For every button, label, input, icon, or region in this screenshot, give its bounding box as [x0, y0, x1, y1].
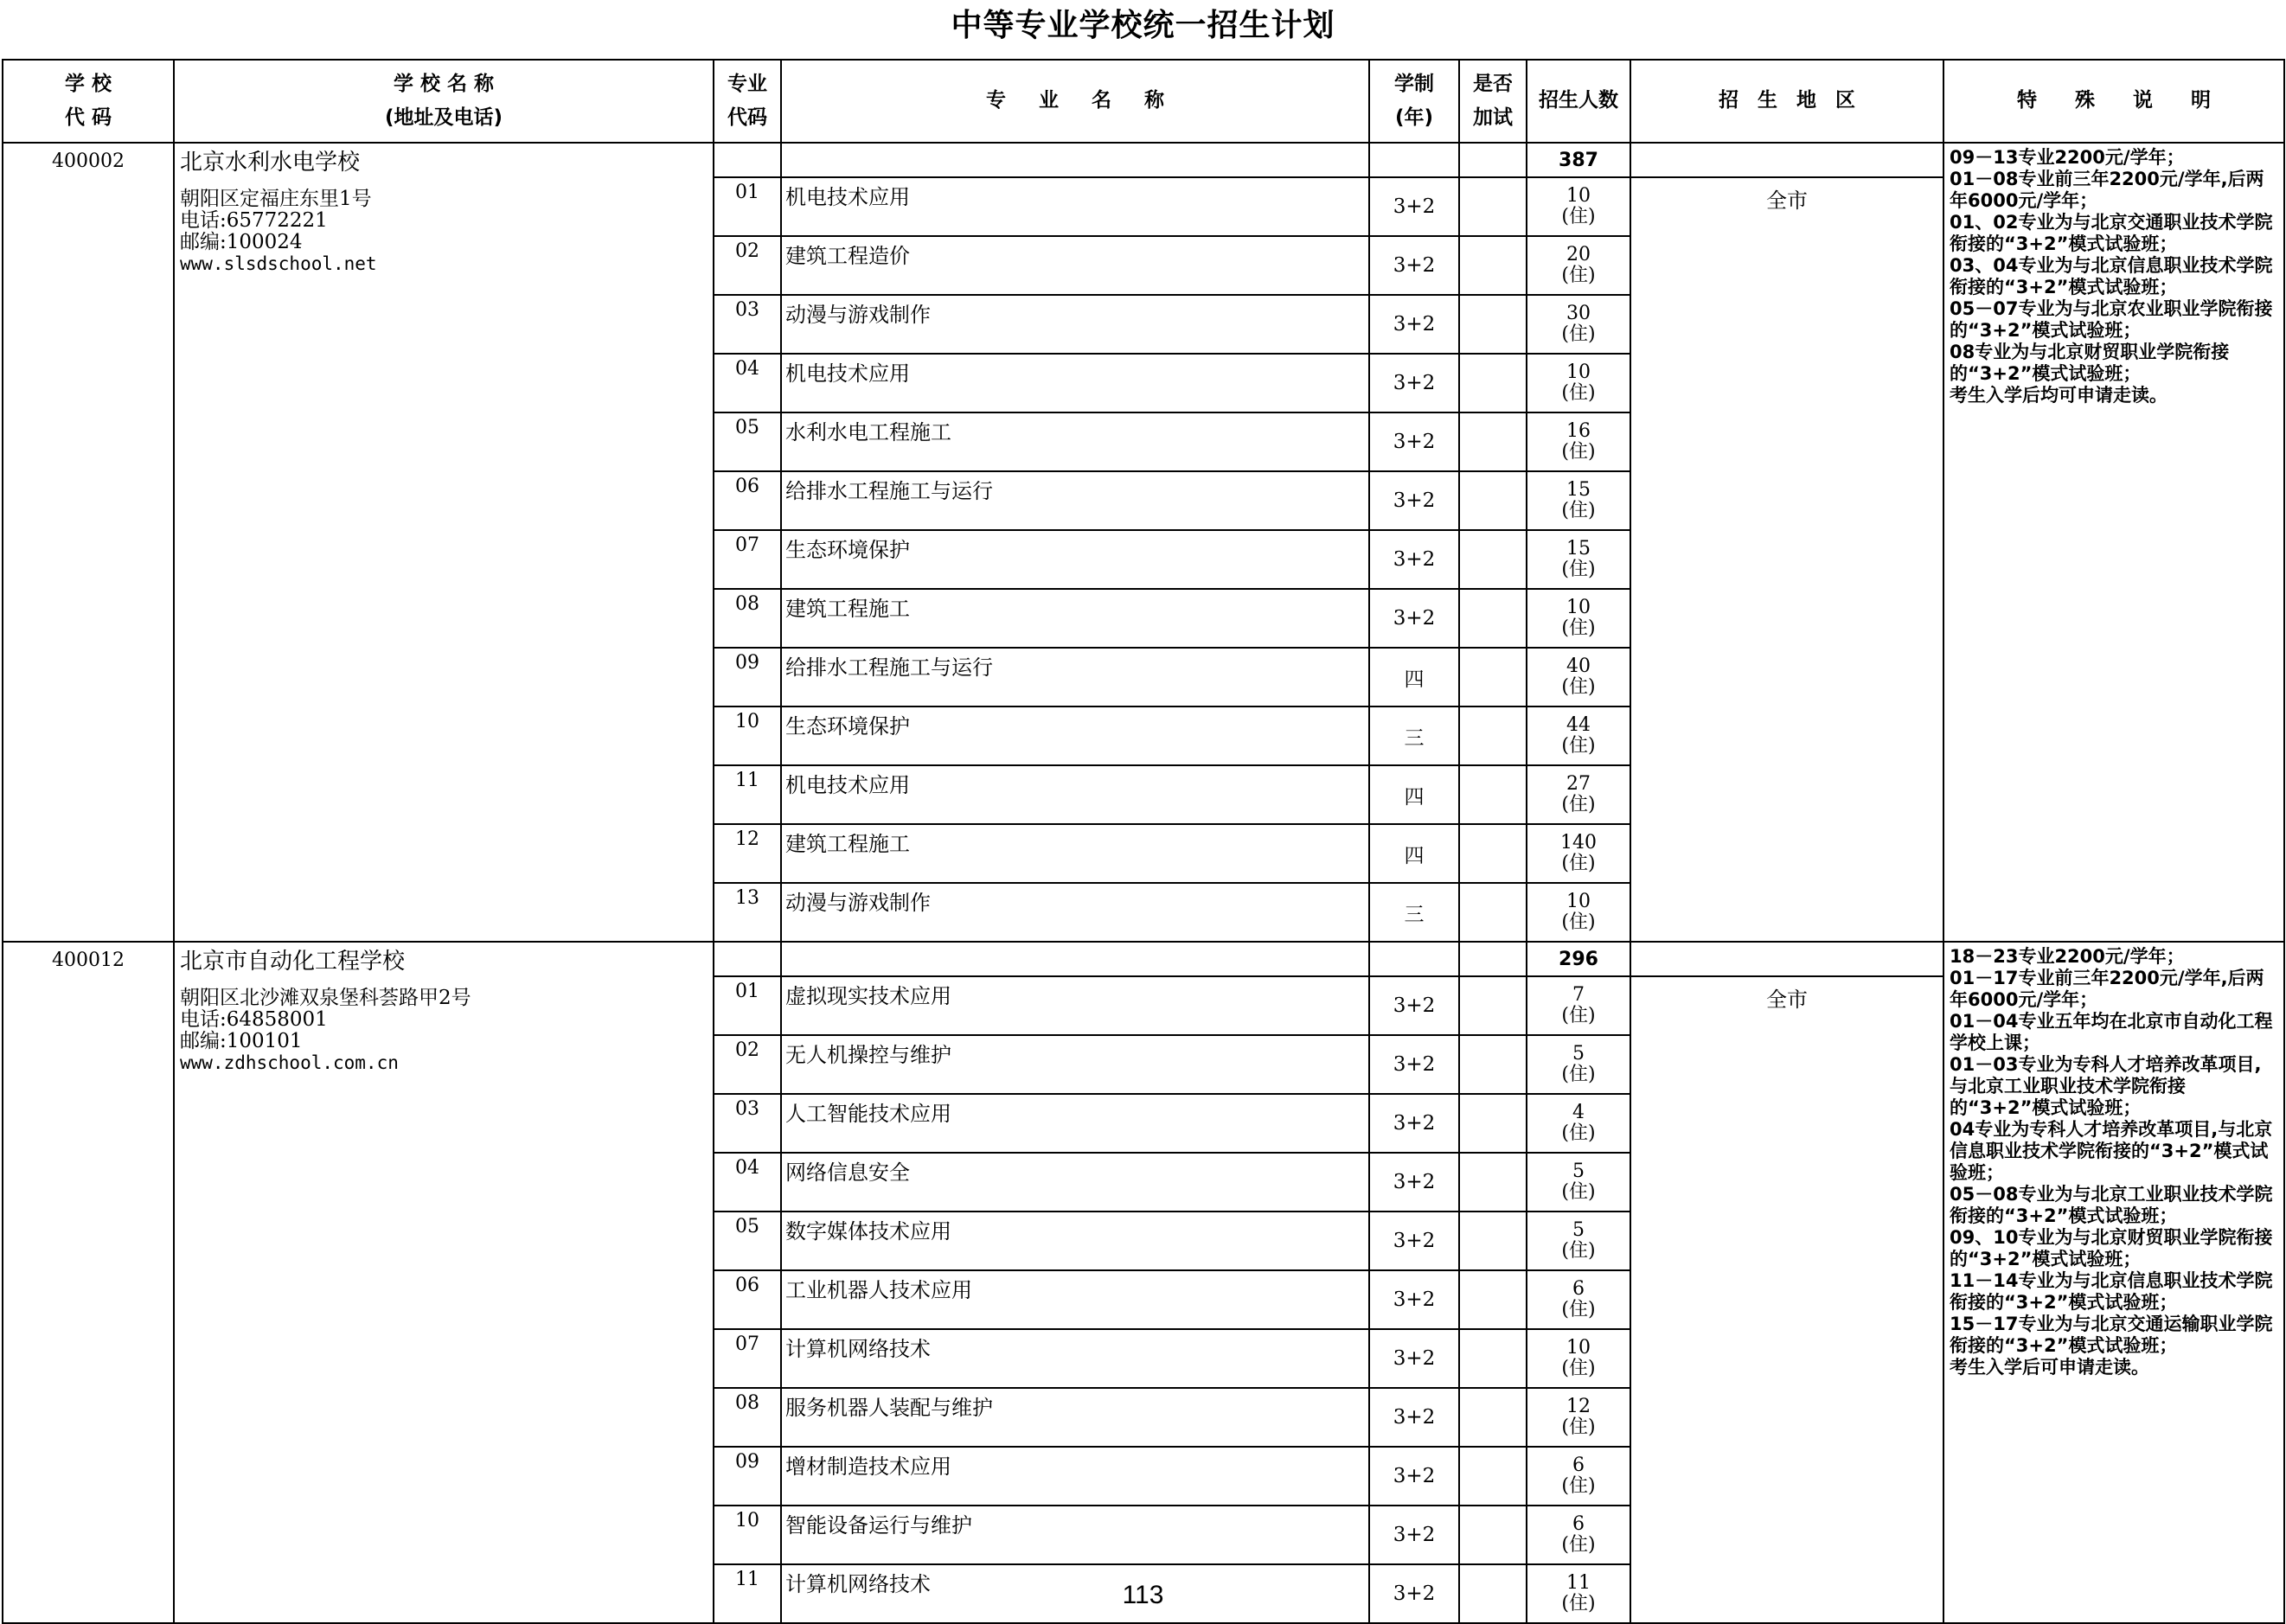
major-code: 08 [714, 1388, 781, 1447]
major-code: 03 [714, 1094, 781, 1153]
major-enrollment [1527, 412, 1630, 471]
boarding-type: (住) [1561, 206, 1596, 227]
header-major-name-label: 专 业 名 称 [985, 89, 1165, 112]
header-region-label: 招 生 地 区 [1718, 89, 1856, 112]
major-code: 11 [714, 1564, 781, 1623]
major-code: 01 [714, 976, 781, 1035]
major-duration: 3+2 [1369, 295, 1459, 354]
school-website: www.zdhschool.com.cn [180, 1052, 399, 1073]
major-duration: 3+2 [1369, 1506, 1459, 1564]
boarding-type: (住) [1561, 441, 1596, 463]
major-duration: 3+2 [1369, 177, 1459, 236]
major-enrollment [1527, 1447, 1630, 1506]
extra-exam-cell [1459, 648, 1527, 707]
enrollment-count: 5 [1572, 1043, 1585, 1065]
empty-cell [714, 143, 781, 177]
boarding-type: (住) [1561, 794, 1596, 815]
header-major-code [714, 60, 781, 143]
school-info [174, 942, 714, 1623]
major-name: 给排水工程施工与运行 [781, 648, 1369, 707]
empty-cell [781, 942, 1369, 976]
boarding-type: (住) [1561, 1064, 1596, 1085]
major-code: 07 [714, 1329, 781, 1388]
major-enrollment [1527, 471, 1630, 530]
boarding-type: (住) [1561, 617, 1596, 639]
boarding-type: (住) [1561, 911, 1596, 933]
major-name: 生态环境保护 [781, 530, 1369, 589]
major-duration: 3+2 [1369, 354, 1459, 412]
school-website: www.slsdschool.net [180, 253, 377, 274]
header-enrollment-label: 招生人数 [1539, 89, 1618, 112]
major-name: 给排水工程施工与运行 [781, 471, 1369, 530]
enrollment-count: 44 [1566, 714, 1591, 736]
major-duration: 3+2 [1369, 1094, 1459, 1153]
major-code: 10 [714, 707, 781, 765]
major-name: 生态环境保护 [781, 707, 1369, 765]
enrollment-count: 30 [1566, 303, 1591, 324]
enrollment-count: 6 [1572, 1455, 1585, 1476]
extra-exam-cell [1459, 530, 1527, 589]
extra-exam-cell [1459, 1035, 1527, 1094]
empty-cell [714, 942, 781, 976]
boarding-type: (住) [1561, 735, 1596, 757]
major-duration: 3+2 [1369, 530, 1459, 589]
enrollment-count: 140 [1560, 832, 1597, 854]
enrollment-count: 16 [1566, 420, 1591, 442]
major-duration: 3+2 [1369, 1447, 1459, 1506]
extra-exam-cell [1459, 765, 1527, 824]
header-extra-exam-line1: 是否 [1473, 72, 1513, 95]
major-duration: 3+2 [1369, 976, 1459, 1035]
school-code: 400002 [3, 143, 174, 942]
major-duration: 3+2 [1369, 589, 1459, 648]
enrollment-count: 10 [1566, 1337, 1591, 1359]
boarding-type: (住) [1561, 500, 1596, 521]
major-enrollment [1527, 1153, 1630, 1212]
empty-cell [1630, 143, 1943, 177]
major-code: 03 [714, 295, 781, 354]
extra-exam-cell [1459, 976, 1527, 1035]
page-title: 中等专业学校统一招生计划 [951, 8, 1335, 43]
boarding-type: (住) [1561, 1534, 1596, 1556]
major-name: 无人机操控与维护 [781, 1035, 1369, 1094]
major-enrollment [1527, 295, 1630, 354]
school-phone: 电话:65772221 [180, 209, 328, 232]
header-school-code-line1: 学 校 [64, 72, 112, 95]
major-name: 动漫与游戏制作 [781, 295, 1369, 354]
major-enrollment [1527, 883, 1630, 942]
major-name: 网络信息安全 [781, 1153, 1369, 1212]
school-name: 北京市自动化工程学校 [180, 949, 406, 975]
major-duration: 四 [1369, 824, 1459, 883]
major-enrollment [1527, 707, 1630, 765]
header-region [1630, 60, 1943, 143]
major-enrollment [1527, 1506, 1630, 1564]
major-name: 智能设备运行与维护 [781, 1506, 1369, 1564]
major-name: 动漫与游戏制作 [781, 883, 1369, 942]
boarding-type: (住) [1561, 1593, 1596, 1614]
major-name: 增材制造技术应用 [781, 1447, 1369, 1506]
extra-exam-cell [1459, 471, 1527, 530]
empty-cell [1459, 143, 1527, 177]
enrollment-region: 全市 [1630, 976, 1943, 1623]
header-notes-label: 特 殊 说 明 [2016, 89, 2212, 112]
boarding-type: (住) [1561, 1240, 1596, 1262]
enrollment-count: 10 [1566, 891, 1591, 912]
enrollment-count: 11 [1566, 1572, 1591, 1594]
enrollment-count: 5 [1572, 1219, 1585, 1241]
major-code: 12 [714, 824, 781, 883]
major-duration: 三 [1369, 707, 1459, 765]
enrollment-count: 6 [1572, 1513, 1585, 1535]
school-info [174, 143, 714, 942]
header-notes [1943, 60, 2284, 143]
empty-cell [1369, 143, 1459, 177]
header-duration-line2: (年) [1394, 106, 1434, 129]
extra-exam-cell [1459, 824, 1527, 883]
major-duration: 四 [1369, 765, 1459, 824]
extra-exam-cell [1459, 1388, 1527, 1447]
boarding-type: (住) [1561, 676, 1596, 698]
major-name: 虚拟现实技术应用 [781, 976, 1369, 1035]
major-code: 13 [714, 883, 781, 942]
header-major-name [781, 60, 1369, 143]
major-enrollment [1527, 1212, 1630, 1270]
major-duration: 3+2 [1369, 412, 1459, 471]
major-code: 02 [714, 1035, 781, 1094]
major-name: 建筑工程施工 [781, 824, 1369, 883]
major-code: 06 [714, 471, 781, 530]
major-name: 机电技术应用 [781, 177, 1369, 236]
extra-exam-cell [1459, 177, 1527, 236]
major-name: 水利水电工程施工 [781, 412, 1369, 471]
enrollment-count: 6 [1572, 1278, 1585, 1300]
school-summary-row [3, 143, 2284, 177]
major-code: 04 [714, 1153, 781, 1212]
major-duration: 3+2 [1369, 1212, 1459, 1270]
major-code: 08 [714, 589, 781, 648]
extra-exam-cell [1459, 1094, 1527, 1153]
extra-exam-cell [1459, 1329, 1527, 1388]
extra-exam-cell [1459, 1447, 1527, 1506]
major-duration: 3+2 [1369, 471, 1459, 530]
major-code: 06 [714, 1270, 781, 1329]
major-code: 05 [714, 412, 781, 471]
extra-exam-cell [1459, 354, 1527, 412]
extra-exam-cell [1459, 1153, 1527, 1212]
extra-exam-cell [1459, 1212, 1527, 1270]
major-code: 01 [714, 177, 781, 236]
school-summary-row [3, 942, 2284, 976]
school-special-notes: 09－13专业2200元/学年； 01－08专业前三年2200元/学年,后两年6000元/学年； 01、02专业为与北京交通职业技术学院衔接的“3+2”模式试验班； 03、04专业为与北京信息职业技术学院衔接的“3+2”模式试验班； 05－07专业为与北京农业职业学院衔接的“3+2”模式试验班； 08专业为与北京财贸职业学院衔接的“3+2”模式试验班； 考生入学后均可申请走读。 [1943, 143, 2284, 942]
empty-cell [1630, 942, 1943, 976]
major-enrollment [1527, 824, 1630, 883]
header-major-code-line1: 专业 [727, 72, 767, 95]
major-code: 09 [714, 648, 781, 707]
header-duration [1369, 60, 1459, 143]
header-school-name-line2: (地址及电话) [384, 106, 503, 129]
major-name: 建筑工程造价 [781, 236, 1369, 295]
major-name: 服务机器人装配与维护 [781, 1388, 1369, 1447]
enrollment-count: 40 [1566, 655, 1591, 677]
school-name: 北京水利水电学校 [180, 150, 361, 176]
major-code: 02 [714, 236, 781, 295]
boarding-type: (住) [1561, 853, 1596, 874]
boarding-type: (住) [1561, 265, 1596, 286]
boarding-type: (住) [1561, 1475, 1596, 1497]
header-extra-exam [1459, 60, 1527, 143]
school-total-enrollment: 296 [1527, 942, 1630, 976]
header-extra-exam-line2: 加试 [1473, 106, 1513, 129]
major-duration: 3+2 [1369, 1035, 1459, 1094]
page-number: 113 [1122, 1581, 1164, 1609]
major-enrollment [1527, 648, 1630, 707]
major-enrollment [1527, 976, 1630, 1035]
major-enrollment [1527, 765, 1630, 824]
major-enrollment [1527, 530, 1630, 589]
enrollment-count: 27 [1566, 773, 1591, 795]
extra-exam-cell [1459, 883, 1527, 942]
boarding-type: (住) [1561, 1122, 1596, 1144]
major-enrollment [1527, 1388, 1630, 1447]
major-name: 机电技术应用 [781, 765, 1369, 824]
boarding-type: (住) [1561, 382, 1596, 404]
enrollment-region: 全市 [1630, 177, 1943, 942]
school-postcode: 邮编:100024 [180, 231, 303, 253]
school-postcode: 邮编:100101 [180, 1030, 303, 1052]
major-code: 11 [714, 765, 781, 824]
major-duration: 3+2 [1369, 236, 1459, 295]
header-school-code-line2: 代 码 [64, 106, 112, 129]
boarding-type: (住) [1561, 1005, 1596, 1026]
header-major-code-line2: 代码 [727, 106, 767, 129]
major-code: 09 [714, 1447, 781, 1506]
extra-exam-cell [1459, 707, 1527, 765]
school-total-enrollment: 387 [1527, 143, 1630, 177]
major-duration: 三 [1369, 883, 1459, 942]
major-code: 10 [714, 1506, 781, 1564]
major-enrollment [1527, 177, 1630, 236]
major-duration: 3+2 [1369, 1153, 1459, 1212]
header-enrollment [1527, 60, 1630, 143]
boarding-type: (住) [1561, 559, 1596, 580]
enrollment-count: 5 [1572, 1160, 1585, 1182]
table-header-row [3, 60, 2284, 143]
enrollment-count: 7 [1572, 984, 1585, 1006]
major-name: 机电技术应用 [781, 354, 1369, 412]
header-school-name [174, 60, 714, 143]
header-duration-line1: 学制 [1394, 72, 1434, 95]
enrollment-count: 15 [1566, 538, 1591, 559]
major-enrollment [1527, 1035, 1630, 1094]
empty-cell [1369, 942, 1459, 976]
header-school-code [3, 60, 174, 143]
boarding-type: (住) [1561, 1358, 1596, 1379]
major-name: 工业机器人技术应用 [781, 1270, 1369, 1329]
extra-exam-cell [1459, 236, 1527, 295]
school-address: 朝阳区北沙滩双泉堡科荟路甲2号 [180, 987, 471, 1009]
major-enrollment [1527, 1329, 1630, 1388]
enrollment-count: 4 [1572, 1102, 1585, 1123]
table-body [3, 143, 2284, 1623]
major-code: 05 [714, 1212, 781, 1270]
major-duration: 3+2 [1369, 1270, 1459, 1329]
major-code: 04 [714, 354, 781, 412]
school-phone: 电话:64858001 [180, 1008, 328, 1031]
major-duration: 3+2 [1369, 1329, 1459, 1388]
major-duration: 四 [1369, 648, 1459, 707]
enrollment-count: 10 [1566, 185, 1591, 207]
major-enrollment [1527, 236, 1630, 295]
extra-exam-cell [1459, 1270, 1527, 1329]
major-enrollment [1527, 589, 1630, 648]
extra-exam-cell [1459, 412, 1527, 471]
extra-exam-cell [1459, 295, 1527, 354]
boarding-type: (住) [1561, 1416, 1596, 1438]
major-name: 计算机网络技术 [781, 1329, 1369, 1388]
major-enrollment [1527, 354, 1630, 412]
school-special-notes: 18－23专业2200元/学年； 01－17专业前三年2200元/学年,后两年6000元/学年； 01－04专业五年均在北京市自动化工程学校上课； 01－03专业为专科人才培养改革项目,与北京工业职业技术学院衔接的“3+2”模式试验班； 04专业为专科人才培养改革项目,与北京信息职业技术学院衔接的“3+2”模式试验班； 05－08专业为与北京工业职业技术学院衔接的“3+2”模式试验班； 09、10专业为与北京财贸职业学院衔接的“3+2”模式试验班； 11－14专业为与北京信息职业技术学院衔接的“3+2”模式试验班； 15－17专业为与北京交通运输职业学院衔接的“3+2”模式试验班； 考生入学后可申请走读。 [1943, 942, 2284, 1623]
boarding-type: (住) [1561, 323, 1596, 345]
enrollment-count: 15 [1566, 479, 1591, 501]
header-school-name-line1: 学 校 名 称 [393, 72, 495, 95]
extra-exam-cell [1459, 589, 1527, 648]
major-enrollment [1527, 1270, 1630, 1329]
major-duration: 3+2 [1369, 1388, 1459, 1447]
empty-cell [1459, 942, 1527, 976]
enrollment-count: 12 [1566, 1396, 1591, 1417]
boarding-type: (住) [1561, 1299, 1596, 1320]
school-address: 朝阳区定福庄东里1号 [180, 188, 372, 210]
major-enrollment [1527, 1094, 1630, 1153]
major-name: 建筑工程施工 [781, 589, 1369, 648]
school-code: 400012 [3, 942, 174, 1623]
major-name: 数字媒体技术应用 [781, 1212, 1369, 1270]
empty-cell [781, 143, 1369, 177]
major-code: 07 [714, 530, 781, 589]
enrollment-count: 10 [1566, 361, 1591, 383]
boarding-type: (住) [1561, 1181, 1596, 1203]
major-name: 人工智能技术应用 [781, 1094, 1369, 1153]
major-duration: 3+2 [1369, 1564, 1459, 1623]
major-name: 计算机网络技术 [781, 1564, 1369, 1623]
extra-exam-cell [1459, 1506, 1527, 1564]
enrollment-count: 10 [1566, 597, 1591, 618]
enrollment-count: 20 [1566, 244, 1591, 265]
enrollment-plan-table [2, 59, 2285, 1624]
